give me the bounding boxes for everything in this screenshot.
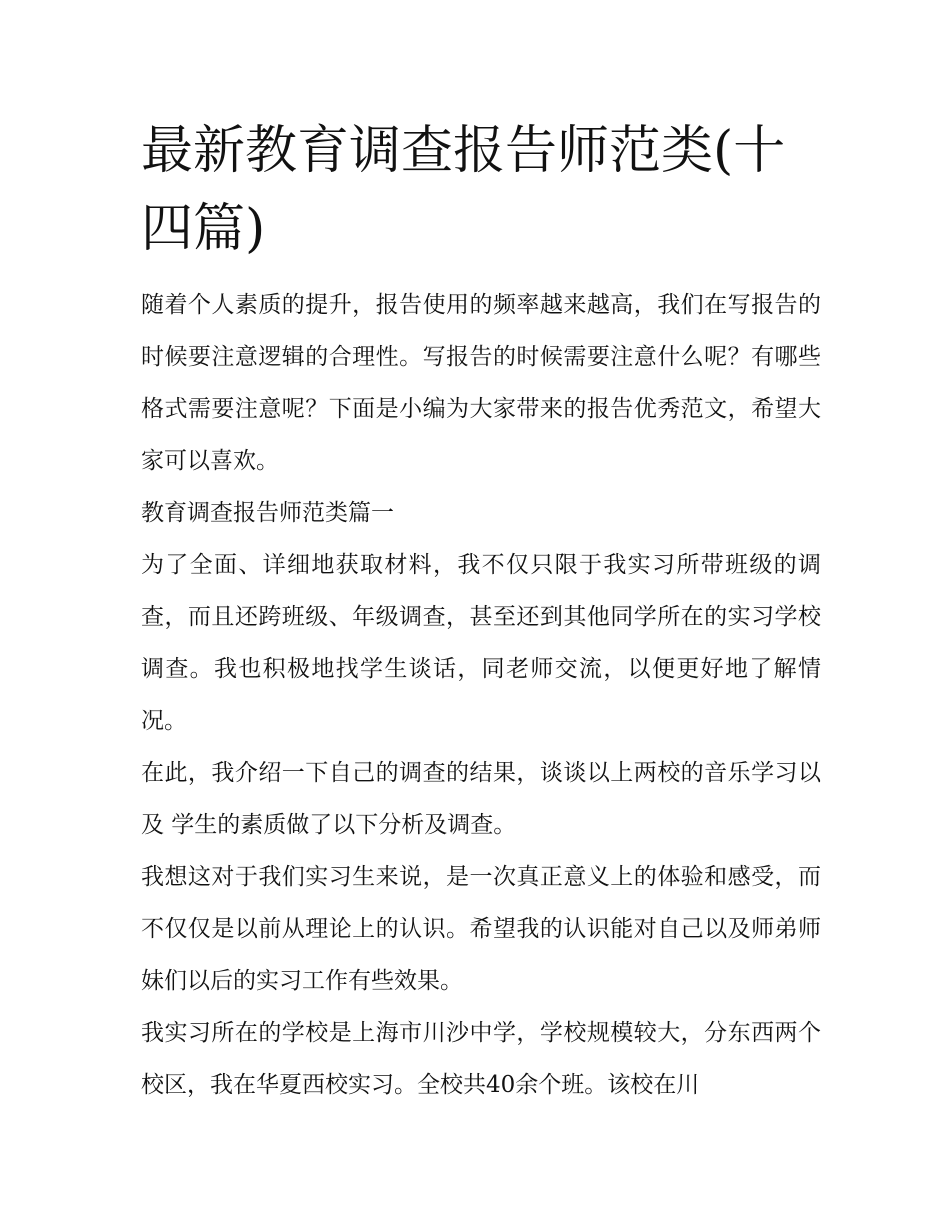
intro-paragraph: 随着个人素质的提升，报告使用的频率越来越高，我们在写报告的时候要注意逻辑的合理性。写报告的时候需要注意什么呢？有哪些格式需要注意呢？下面是小编为大家带来的报告优秀范文，希望大家可以喜欢。 bbox=[141, 292, 821, 474]
document-title: 最新教育调查报告师范类(十四篇) bbox=[141, 121, 786, 259]
body-paragraph: 为了全面、详细地获取材料，我不仅只限于我实习所带班级的调查，而且还跨班级、年级调查，甚至还到其他同学所在的实习学校调查。我也积极地找学生谈话，同老师交流，以便更好地了解情况。 bbox=[141, 552, 821, 734]
body-paragraph: 我想这对于我们实习生来说，是一次真正意义上的体验和感受，而不仅仅是以前从理论上的认识。希望我的认识能对自己以及师弟师妹们以后的实习工作有些效果。 bbox=[141, 864, 821, 994]
body-paragraph: 我实习所在的学校是上海市川沙中学，学校规模较大，分东西两个校区，我在华夏西校实习。全校共40余个班。该校在川 bbox=[141, 1020, 821, 1098]
body-paragraph: 在此，我介绍一下自己的调查的结果，谈谈以上两校的音乐学习以及 学生的素质做了以下分析及调查。 bbox=[141, 760, 821, 838]
section-heading: 教育调查报告师范类篇一 bbox=[141, 500, 394, 526]
document-body bbox=[141, 279, 821, 1111]
